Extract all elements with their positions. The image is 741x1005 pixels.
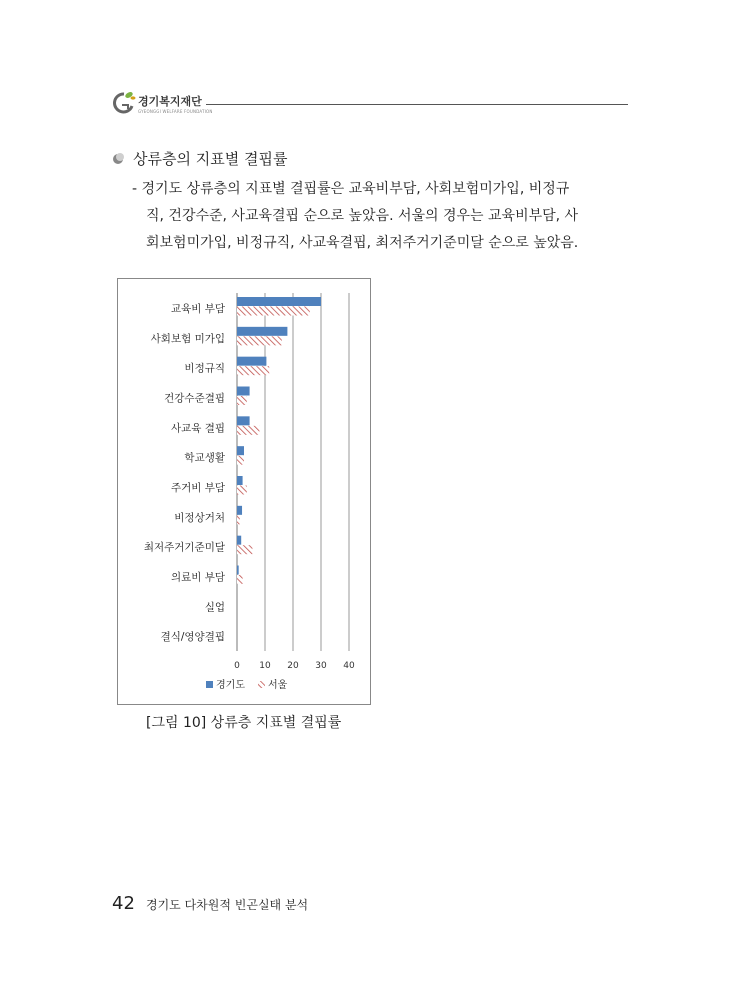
category-label: 사회보험 미가입 — [150, 332, 225, 345]
section-heading — [112, 148, 287, 169]
bar-seoul — [237, 366, 269, 375]
paragraph-line-3: 회보험미가입, 비정규직, 사교육결핍, 최저주거기준미달 순으로 높았음. — [146, 235, 579, 251]
figure-caption: [그림 10] 상류층 지표별 결핍률 — [146, 715, 342, 731]
bar-gyeonggi — [237, 476, 243, 485]
header-divider — [206, 104, 628, 105]
bar-seoul — [237, 575, 243, 584]
bar-gyeonggi — [237, 536, 241, 545]
org-subtitle: GYEONGGI WELFARE FOUNDATION — [138, 109, 213, 114]
bar-gyeonggi — [237, 297, 321, 306]
category-label: 학교생활 — [184, 452, 225, 465]
bar-seoul — [237, 396, 247, 405]
bar-gyeonggi — [237, 357, 266, 366]
legend-swatch-gyeonggi — [206, 681, 213, 688]
bar-gyeonggi — [237, 566, 239, 575]
page-number: 42 — [112, 893, 135, 914]
paragraph-line-1: - 경기도 상류층의 지표별 결핍률은 교육비부담, 사회보험미가입, 비정규 — [132, 181, 570, 197]
bar-gyeonggi — [237, 327, 287, 336]
bar-seoul — [237, 307, 310, 316]
page-header — [112, 90, 628, 120]
paragraph-line-2: 직, 건강수준, 사교육결핍 순으로 높았음. 서울의 경우는 교육비부담, 사 — [146, 208, 579, 224]
org-name: 경기복지재단 — [138, 95, 202, 108]
bar-seoul — [237, 336, 282, 345]
bar-seoul — [237, 515, 240, 524]
category-label: 사교육 결핍 — [170, 422, 225, 435]
deprivation-chart — [117, 278, 371, 705]
section-title: 상류층의 지표별 결핍률 — [133, 150, 288, 168]
bar-gyeonggi — [237, 506, 242, 515]
bullet-icon — [112, 151, 126, 165]
category-label: 결식/영양결핍 — [160, 631, 225, 644]
bar-seoul — [237, 545, 252, 554]
bar-seoul — [237, 426, 259, 435]
category-label: 주거비 부담 — [170, 481, 225, 494]
category-label: 건강수준결핍 — [164, 392, 225, 405]
category-label: 비정상거처 — [174, 511, 225, 524]
bar-gyeonggi — [237, 387, 250, 396]
legend-label-seoul: 서울 — [268, 680, 288, 691]
category-label: 실업 — [204, 601, 225, 614]
category-label: 비정규직 — [184, 362, 225, 375]
x-tick-label: 10 — [259, 661, 271, 671]
x-tick-label: 30 — [315, 661, 327, 671]
body-paragraph — [132, 176, 632, 257]
page-footer — [112, 893, 308, 914]
bar-gyeonggi — [237, 416, 250, 425]
category-label: 교육비 부담 — [170, 302, 225, 315]
x-tick-label: 20 — [287, 661, 299, 671]
chart-canvas — [118, 279, 370, 704]
category-label: 최저주거기준미달 — [143, 541, 225, 554]
legend-swatch-seoul — [258, 681, 265, 688]
bar-seoul — [237, 486, 247, 495]
bar-seoul — [237, 456, 244, 465]
category-label: 의료비 부담 — [170, 571, 225, 584]
x-tick-label: 40 — [343, 661, 355, 671]
bar-gyeonggi — [237, 446, 244, 455]
legend-label-gyeonggi: 경기도 — [216, 680, 245, 691]
x-tick-label: 0 — [234, 661, 240, 671]
footer-title: 경기도 다차원적 빈곤실태 분석 — [146, 898, 309, 912]
foundation-logo-icon — [112, 90, 136, 116]
